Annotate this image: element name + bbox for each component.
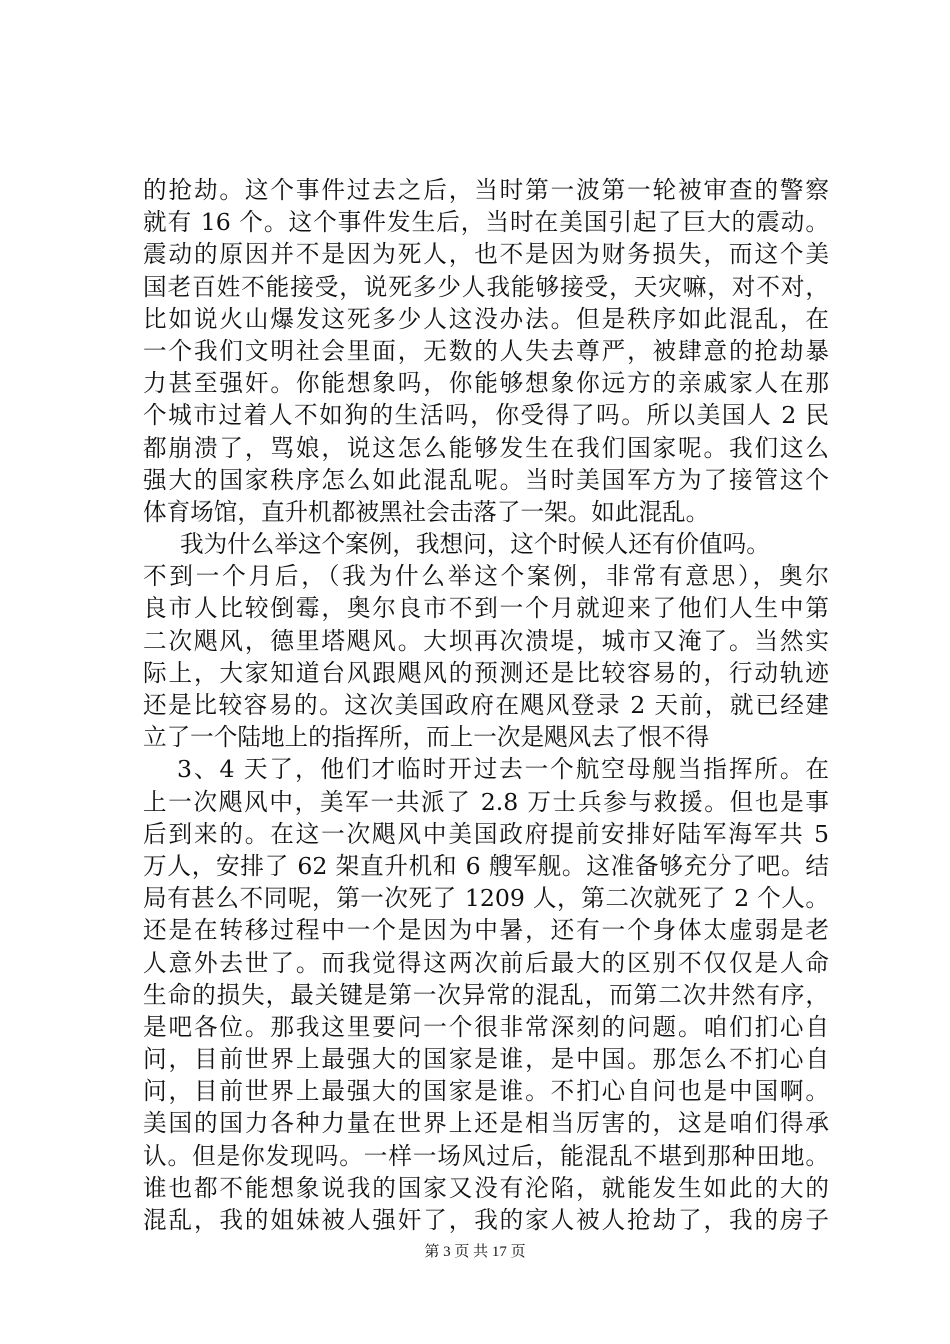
text-line: 都崩溃了，骂娘，说这怎么能够发生在我们国家呢。我们这么: [143, 433, 829, 462]
text-line: 问，目前世界上最强大的国家是谁，是中国。那怎么不扪心自: [143, 1045, 829, 1074]
text-line: 人意外去世了。而我觉得这两次前后最大的区别不仅仅是人命: [143, 948, 829, 977]
text-line: 万人，安排了 62 架直升机和 6 艘军舰。这准备够充分了吧。结: [143, 851, 829, 880]
text-line: 立了一个陆地上的指挥所，而上一次是飓风去了恨不得: [143, 723, 710, 752]
text-line: 强大的国家秩序怎么如此混乱呢。当时美国军方为了接管这个: [143, 465, 829, 494]
text-line: 国老百姓不能接受，说死多少人我能够接受，天灾嘛，对不对，: [143, 272, 829, 301]
text-line: 谁也都不能想象说我的国家又没有沦陷，就能发生如此的大的: [143, 1173, 829, 1202]
text-line: 二次飓风，德里塔飓风。大坝再次溃堤，城市又淹了。当然实: [143, 626, 829, 655]
text-line: 一个我们文明社会里面，无数的人失去尊严，被肆意的抢劫暴: [143, 336, 829, 365]
text-line: 还是在转移过程中一个是因为中暑，还有一个身体太虚弱是老: [143, 916, 829, 945]
text-line: 3、4 天了，他们才临时开过去一个航空母舰当指挥所。在: [177, 755, 829, 784]
text-line: 问，目前世界上最强大的国家是谁。不扪心自问也是中国啊。: [143, 1077, 829, 1106]
page-footer: 第 3 页 共 17 页: [424, 1244, 526, 1260]
text-line: 还是比较容易的。这次美国政府在飓风登录 2 天前，就已经建: [143, 691, 829, 719]
text-line: 就有 16 个。这个事件发生后，当时在美国引起了巨大的震动。: [143, 208, 829, 237]
text-line: 后到来的。在这一次飓风中美国政府提前安排好陆军海军共 5: [143, 819, 829, 848]
text-line: 良市人比较倒霉，奥尔良市不到一个月就迎来了他们人生中第: [143, 594, 829, 623]
text-line: 上一次飓风中，美军一共派了 2.8 万士兵参与救援。但也是事: [143, 787, 829, 816]
text-line: 不到一个月后，（我为什么举这个案例，非常有意思），奥尔: [143, 562, 829, 591]
text-line: 是吧各位。那我这里要问一个很非常深刻的问题。咱们扪心自: [143, 1012, 829, 1041]
document-body: [143, 174, 829, 1236]
text-line: 局有甚么不同呢，第一次死了 1209 人，第二次就死了 2 个人。: [143, 884, 829, 913]
text-line: 的抢劫。这个事件过去之后，当时第一波第一轮被审查的警察: [143, 176, 829, 204]
text-line: 力甚至强奸。你能想象吗，你能够想象你远方的亲戚家人在那: [143, 369, 829, 398]
text-line: 比如说火山爆发这死多少人这没办法。但是秩序如此混乱，在: [143, 304, 829, 333]
text-line: 认。但是你发现吗。一样一场风过后，能混乱不堪到那种田地。: [143, 1141, 829, 1170]
text-line: 个城市过着人不如狗的生活吗，你受得了吗。所以美国人 2 民: [143, 401, 829, 430]
text-line: 我为什么举这个案例，我想问，这个时候人还有价值吗。: [180, 530, 770, 559]
text-line: 体育场馆，直升机都被黑社会击落了一架。如此混乱。: [143, 497, 710, 526]
text-line: 混乱，我的姐妹被人强奸了，我的家人被人抢劫了，我的房子: [143, 1206, 829, 1234]
text-line: 美国的国力各种力量在世界上还是相当厉害的，这是咱们得承: [143, 1109, 829, 1138]
text-line: 际上，大家知道台风跟飓风的预测还是比较容易的，行动轨迹: [143, 658, 829, 687]
text-line: 震动的原因并不是因为死人，也不是因为财务损失，而这个美: [143, 240, 829, 269]
text-line: 生命的损失，最关键是第一次异常的混乱，而第二次井然有序，: [143, 980, 829, 1009]
